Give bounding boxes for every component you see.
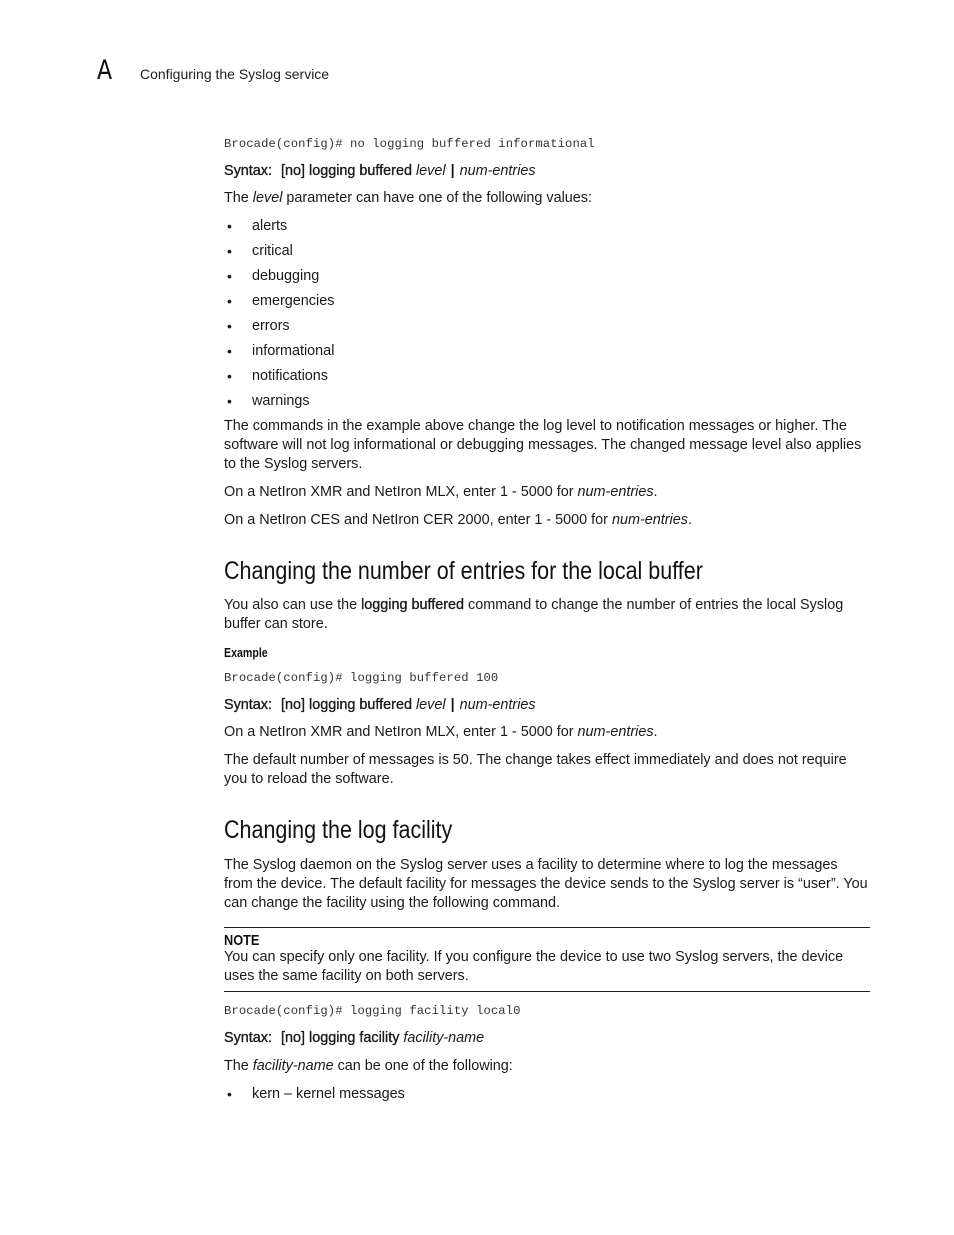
note-label: NOTE xyxy=(224,932,260,949)
syntax-command: [no] logging buffered xyxy=(281,697,412,713)
note-top-rule xyxy=(224,927,870,928)
list-item-label: debugging xyxy=(252,268,320,284)
list-item-label: kern – kernel messages xyxy=(252,1086,405,1102)
bullet-dot: • xyxy=(227,318,232,334)
code-example-no-logging-buffered: Brocade(config)# no logging buffered informational xyxy=(224,137,595,151)
syntax-arg-level: level xyxy=(415,697,446,713)
bullet-dot: • xyxy=(227,268,232,284)
list-item-label: critical xyxy=(252,243,293,259)
list-item-label: errors xyxy=(252,318,290,334)
bullet-dot: • xyxy=(227,243,232,259)
bullet-dot: • xyxy=(227,218,232,234)
bullet-dot: • xyxy=(227,1086,232,1102)
bullet-dot: • xyxy=(227,368,232,384)
bullet-dot: • xyxy=(227,343,232,359)
emphasis-num-entries: num-entries xyxy=(577,484,654,500)
list-item-label: alerts xyxy=(252,218,288,234)
default-messages-paragraph: The default number of messages is 50. The change takes effect immediately and does not require you to reload the software. xyxy=(224,752,847,787)
emphasis-level: level xyxy=(252,190,283,206)
ces-cer-range-paragraph xyxy=(224,511,870,530)
example-label: Example xyxy=(224,646,268,660)
log-facility-intro-paragraph: The Syslog daemon on the Syslog server uses a facility to determine where to log the messages from the device. The default facility for messages the device sends to the Syslog server is “user”. You can change the facility using the following command. xyxy=(224,857,868,911)
emphasis-num-entries: num-entries xyxy=(611,512,688,528)
xmr-mlx-range-paragraph xyxy=(224,483,870,502)
text-run: can be one of the following: xyxy=(333,1058,513,1074)
bullet-dot: • xyxy=(227,293,232,309)
note-bottom-rule xyxy=(224,991,870,992)
syntax-command: [no] logging buffered xyxy=(281,163,412,179)
local-buffer-intro-paragraph xyxy=(224,596,870,634)
emphasis-facility-name: facility-name xyxy=(252,1058,334,1074)
list-item-label: emergencies xyxy=(252,293,335,309)
bullet-dot: • xyxy=(227,393,232,409)
syntax-label: Syntax: xyxy=(224,697,272,713)
note-text: You can specify only one facility. If you configure the device to use two Syslog servers, the device uses the same facility on both servers. xyxy=(224,949,844,984)
command-name: logging buffered xyxy=(361,597,465,613)
running-header-title: Configuring the Syslog service xyxy=(140,66,330,82)
text-run: On a NetIron XMR and NetIron MLX, enter 1 - 5000 for xyxy=(224,484,578,500)
syntax-arg-num-entries: num-entries xyxy=(459,163,536,179)
xmr-mlx-range-paragraph xyxy=(224,723,870,742)
list-item-label: warnings xyxy=(252,393,310,409)
syntax-line-logging-buffered xyxy=(224,696,870,715)
syntax-separator: | xyxy=(450,163,455,179)
code-example-logging-buffered-100: Brocade(config)# logging buffered 100 xyxy=(224,671,499,685)
facility-intro-paragraph xyxy=(224,1057,870,1076)
list-item-label: informational xyxy=(252,343,335,359)
level-intro-paragraph xyxy=(224,189,870,208)
syntax-label: Syntax: xyxy=(224,1030,272,1046)
text-run: The xyxy=(224,1058,253,1074)
text-run: parameter can have one of the following values: xyxy=(282,190,592,206)
syntax-arg-facility-name: facility-name xyxy=(403,1030,485,1046)
text-run: On a NetIron CES and NetIron CER 2000, enter 1 - 5000 for xyxy=(224,512,612,528)
section-heading-local-buffer: Changing the number of entries for the local buffer xyxy=(224,557,703,585)
text-run: . xyxy=(653,484,658,500)
syntax-arg-num-entries: num-entries xyxy=(459,697,536,713)
code-example-logging-facility: Brocade(config)# logging facility local0 xyxy=(224,1004,521,1018)
list-item-label: notifications xyxy=(252,368,328,384)
text-run: . xyxy=(653,724,658,740)
commands-explanation-paragraph: The commands in the example above change the log level to notification messages or higher. The software will not log informational or debugging messages. The changed message level also applies to the Syslog servers. xyxy=(224,418,862,472)
appendix-letter: A xyxy=(97,55,113,86)
text-run: On a NetIron XMR and NetIron MLX, enter 1 - 5000 for xyxy=(224,724,578,740)
text-run: command to change the number of entries the local Syslog buffer can store. xyxy=(224,597,844,632)
syntax-line-logging-buffered xyxy=(224,162,870,181)
syntax-command: [no] logging facility xyxy=(281,1030,400,1046)
section-heading-log-facility: Changing the log facility xyxy=(224,816,453,844)
emphasis-num-entries: num-entries xyxy=(577,724,654,740)
syntax-separator: | xyxy=(450,697,455,713)
text-run: The xyxy=(224,190,253,206)
text-run: . xyxy=(687,512,692,528)
syntax-label: Syntax: xyxy=(224,163,272,179)
text-run: You also can use the xyxy=(224,597,362,613)
syntax-arg-level: level xyxy=(415,163,446,179)
syntax-line-logging-facility xyxy=(224,1029,870,1048)
